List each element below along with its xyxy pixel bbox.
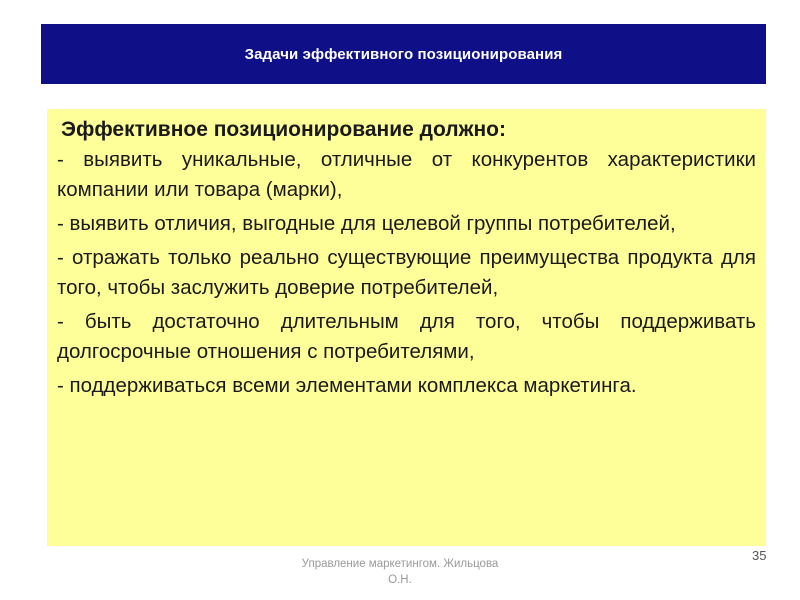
content-box bbox=[47, 109, 766, 546]
bullet-item: - выявить отличия, выгодные для целевой группы потребителей, bbox=[57, 212, 676, 235]
bullet-item: - быть достаточно длительным для того, чтобы поддерживать долгосрочные отношения с потребителями, bbox=[57, 310, 756, 363]
content-heading: Эффективное позиционирование должно: bbox=[61, 118, 506, 141]
bullet-list bbox=[57, 145, 756, 401]
title-bar bbox=[41, 24, 766, 84]
page-number: 35 bbox=[752, 548, 767, 563]
footer-author bbox=[250, 556, 550, 588]
slide-title: Задачи эффективного позиционирования bbox=[244, 45, 563, 63]
footer-author-line2: О.Н. bbox=[388, 574, 412, 586]
bullet-item: - выявить уникальные, отличные от конкурентов характеристики компании или товара (марки), bbox=[57, 148, 756, 201]
bullet-item: - отражать только реально существующие преимущества продукта для того, чтобы заслужить доверие потребителей, bbox=[57, 246, 756, 299]
footer-author-line1: Управление маркетингом. Жильцова bbox=[301, 558, 499, 570]
bullet-item: - поддерживаться всеми элементами комплекса маркетинга. bbox=[57, 374, 637, 397]
